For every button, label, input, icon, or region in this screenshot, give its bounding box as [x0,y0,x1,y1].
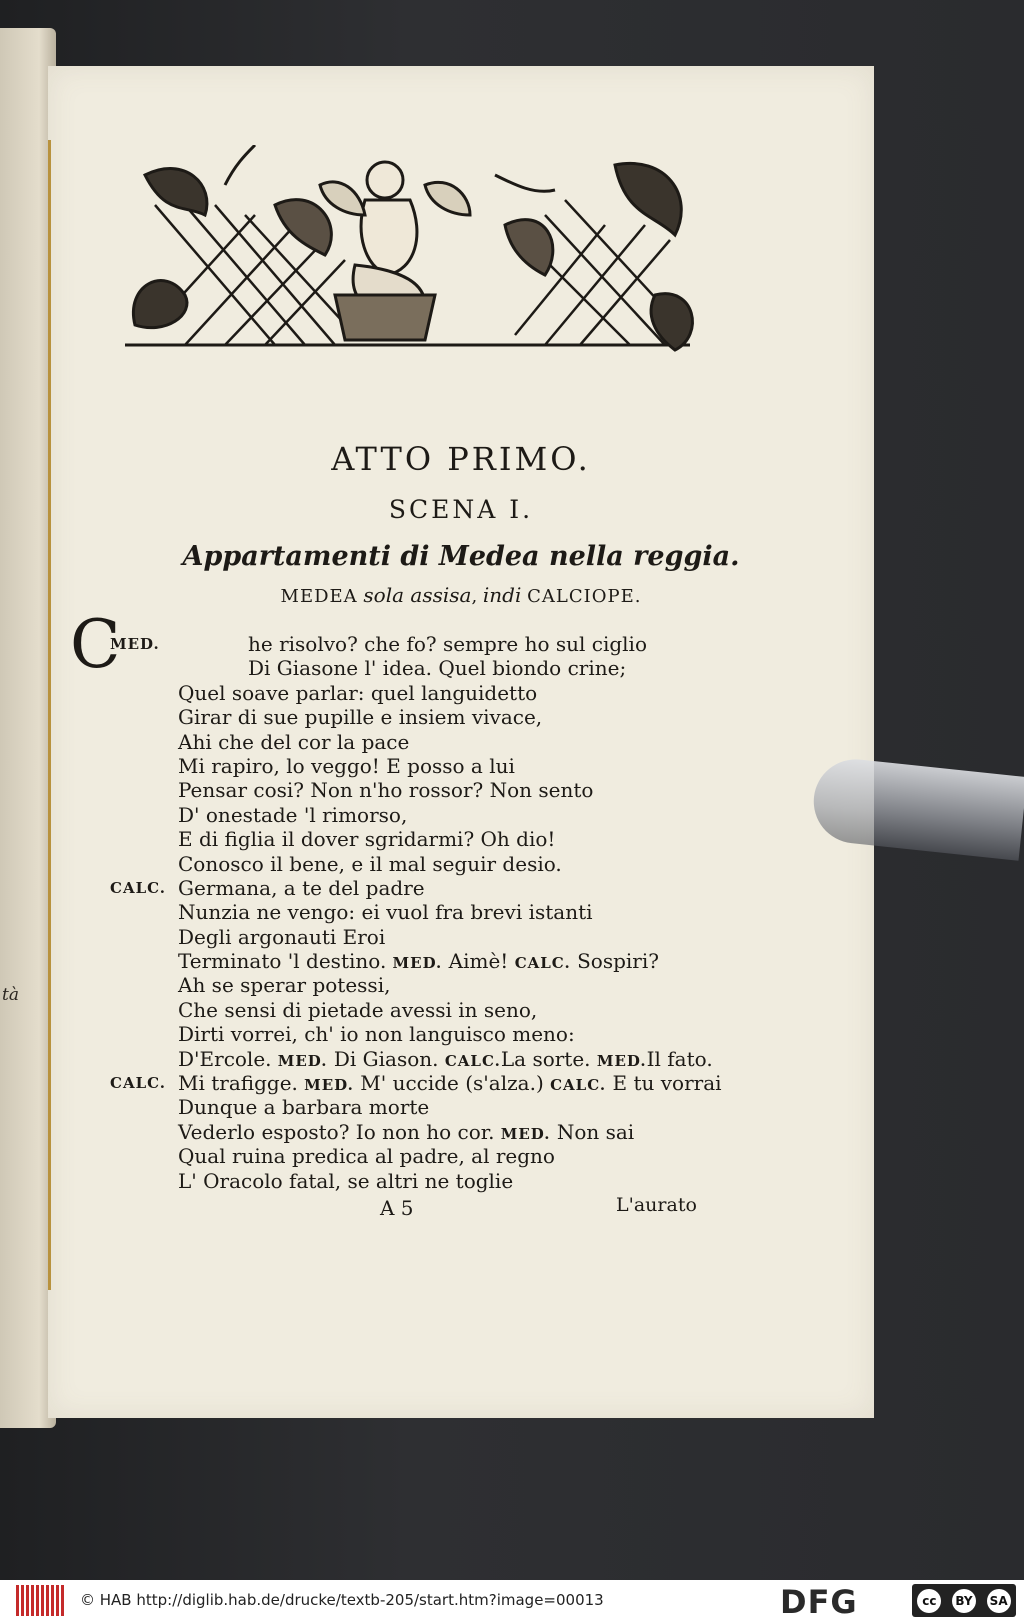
verse-words: Quel soave parlar: quel languidetto [178,680,538,705]
by-icon: BY [952,1589,976,1613]
verse-words: Che sensi di pietade avessi in seno, [178,997,538,1022]
verse-line [110,900,730,924]
verse-words: L' Oracolo fatal, se altri ne toglie [178,1168,514,1193]
verse-words: M' uccide (s'alza.) [353,1071,551,1096]
inline-speaker-label: MED. [271,1051,328,1070]
verse-words: Girar di sue pupille e insiem vivace, [178,705,543,730]
signature-mark: A 5 [380,1196,414,1220]
verse-words: D'Ercole. [178,1046,272,1071]
inline-speaker-label: MED. [297,1076,354,1095]
verse-words: E di figlia il dover sgridarmi? Oh dio! [178,827,556,852]
verse-line [110,681,730,705]
inline-speaker-label: CALC. [550,1076,607,1095]
verse-line-text [178,1120,634,1146]
inline-speaker-label: CALC. [514,954,571,973]
verse-words: Ahi che del cor la pace [178,729,410,754]
verse-words: Germana, a te del padre [178,875,425,900]
inline-speaker-label: CALC. [444,1051,501,1070]
verse-line [110,1022,730,1046]
credit-bar [0,1580,1024,1621]
verse-line-text [248,632,647,656]
verse-line-text [178,973,390,997]
verse-words: Non sai [550,1119,635,1144]
verse-line [110,632,730,656]
cherub-trellis-ornament-icon [125,145,715,360]
verse-line [110,852,730,876]
verse-line-text [178,925,385,949]
verse-line-text [178,949,659,975]
verse-words: D' onestade 'l rimorso, [178,802,408,827]
verse-line-text [178,900,593,924]
catchword: L'aurato [616,1194,697,1216]
speaker-label: CALC. [110,1074,167,1093]
verse-line-text [178,1022,575,1046]
verse-line-text [178,827,555,851]
verse-line [110,705,730,729]
verse-line [110,827,730,851]
verse-line-text [178,852,562,876]
verse-words: Ah se sperar potessi, [178,973,391,998]
scene-characters [48,583,874,607]
dfg-logo: DFG [780,1583,858,1621]
verse-line-text [178,1169,513,1193]
verse-words: Terminato 'l destino. [178,949,387,974]
page-gutter-line [48,140,51,1290]
previous-page-fragment: tà [2,985,19,1005]
verse-words: Dunque a barbara morte [178,1095,430,1120]
verse-line [110,949,730,973]
verse-line [110,656,730,680]
verse-line [110,1047,730,1071]
stage-direction: sola assisa [363,583,472,607]
character-calciope: CALCIOPE. [527,586,642,607]
verse-line [110,973,730,997]
verse-line [110,754,730,778]
verse-words: Di Giason. [327,1046,445,1071]
verse-line [110,1095,730,1119]
verse-words: E tu vorrai [606,1071,722,1096]
verse-line-text [178,730,409,754]
verse-line-text [178,681,537,705]
verse-line-text [248,656,626,680]
verse-words: Dirti vorrei, ch' io non languisco meno: [178,1022,575,1047]
verse-words: Mi rapiro, lo veggo! E posso a lui [178,753,515,778]
verse-words: Aimè! [442,949,515,974]
verse-line [110,778,730,802]
verse-line-text [178,876,425,900]
character-medea: MEDEA [280,586,358,607]
verse-words: Sospiri? [570,949,659,974]
cc-license-badge[interactable] [912,1584,1016,1617]
verse-line-text [178,803,407,827]
inline-speaker-label: MED. [494,1124,551,1143]
speaker-label: MED. [110,635,160,653]
act-title: ATTO PRIMO. [331,440,591,478]
scene-setting: Appartamenti di Medea nella reggia. [182,541,740,572]
verse-line [110,1120,730,1144]
verse-words: Il fato. [646,1046,713,1071]
verse-line-text [178,1071,722,1097]
verse-line-text [178,754,515,778]
verse-line [110,1144,730,1168]
verse-line [110,803,730,827]
verse-words: Vederlo esposto? Io non ho cor. [178,1119,495,1144]
verse-line-text [178,778,593,802]
scene-title: SCENA I. [388,495,534,524]
inline-speaker-label: MED. [596,1051,647,1070]
verse-line-text [178,1047,713,1073]
verse-words: Pensar cosi? Non n'ho rossor? Non sento [178,778,594,803]
verse-line [110,1071,730,1095]
verse-text [110,632,730,1193]
verse-words: Di Giasone l' idea. Quel biondo crine; [248,656,627,681]
comma: , [471,586,478,607]
verse-words: Mi trafigge. [178,1071,298,1096]
cc-icon: cc [917,1589,941,1613]
verse-line-text [178,705,542,729]
speaker-label: CALC. [110,878,167,897]
sa-icon: SA [987,1589,1011,1613]
verse-line [110,730,730,754]
verse-words: he risolvo? che fo? sempre ho sul ciglio [248,632,647,656]
verse-line [110,876,730,900]
stage-direction-indi: indi [482,583,522,607]
verse-line [110,925,730,949]
hab-barcode-icon [16,1585,66,1616]
verse-line-text [178,1095,429,1119]
verse-line-text [178,1144,555,1168]
verse-words: Conosco il bene, e il mal seguir desio. [178,851,562,876]
drop-capital: C [70,606,121,683]
verse-words: La sorte. [500,1046,597,1071]
verse-words: Qual ruina predica al padre, al regno [178,1144,555,1169]
credit-text[interactable]: © HAB http://diglib.hab.de/drucke/textb-205/start.htm?image=00013 [80,1591,604,1609]
inline-speaker-label: MED. [386,954,443,973]
verse-line [110,1169,730,1193]
verse-line [110,998,730,1022]
verse-words: Degli argonauti Eroi [178,924,386,949]
verse-words: Nunzia ne vengo: ei vuol fra brevi istanti [178,900,593,925]
verse-line-text [178,998,537,1022]
